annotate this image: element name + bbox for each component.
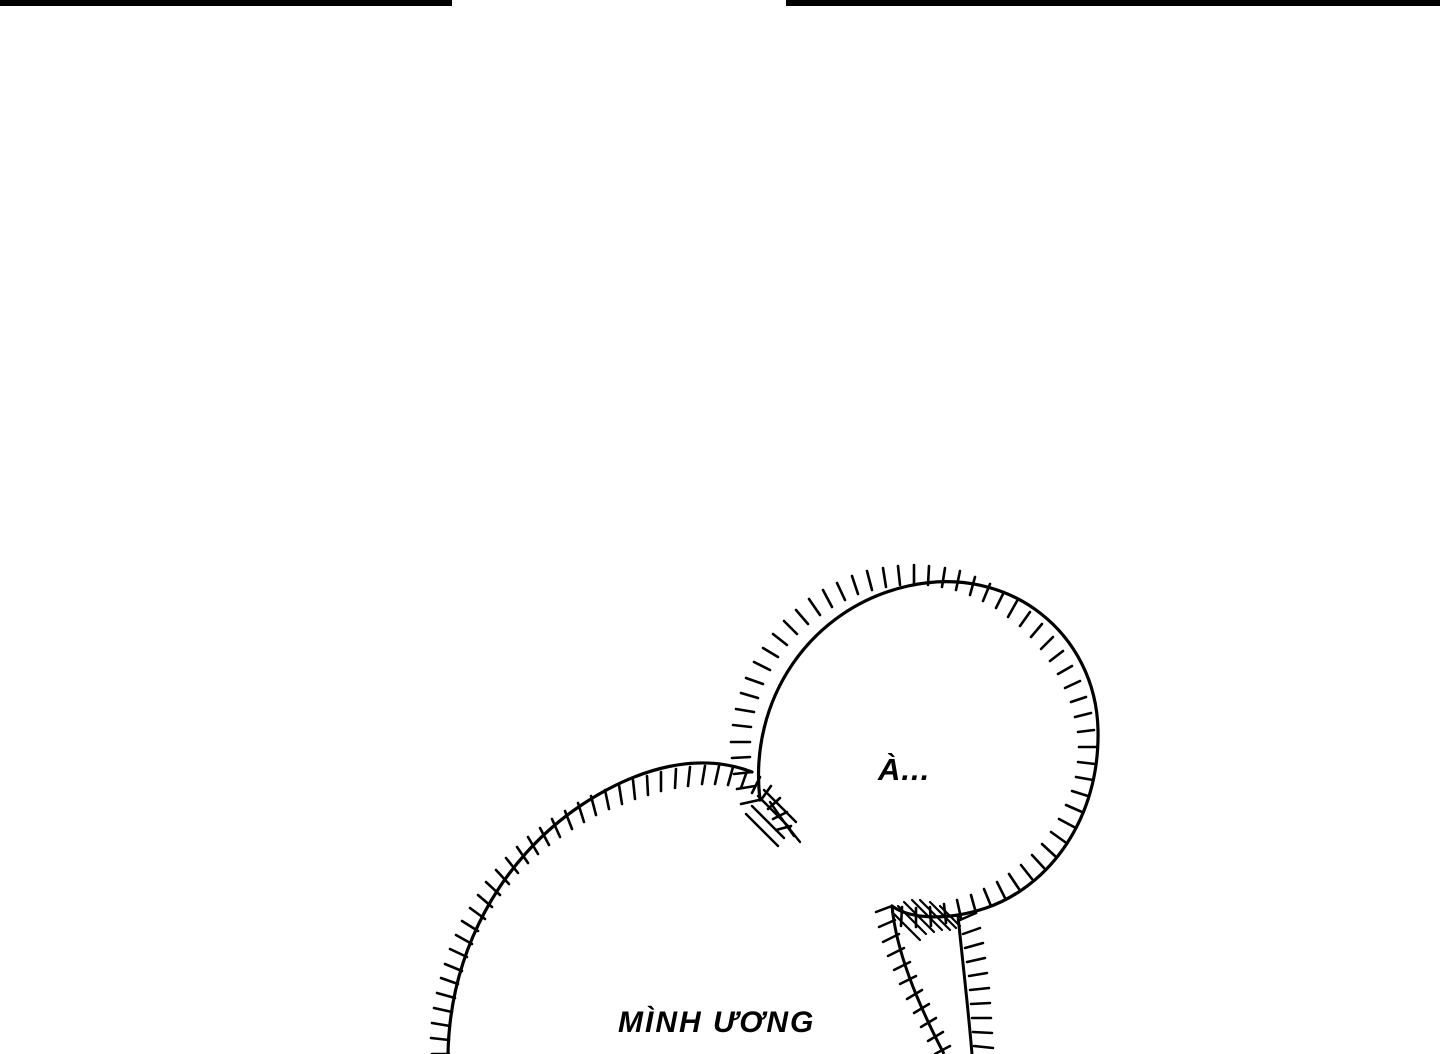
balloon-upper-right-outline: [759, 582, 1099, 917]
balloon-tail-outline: [892, 906, 972, 1054]
balloon-upper-right-text: À...: [878, 752, 931, 787]
balloon-lower-left-text: MÌNH ƯƠNG: [618, 1006, 816, 1039]
